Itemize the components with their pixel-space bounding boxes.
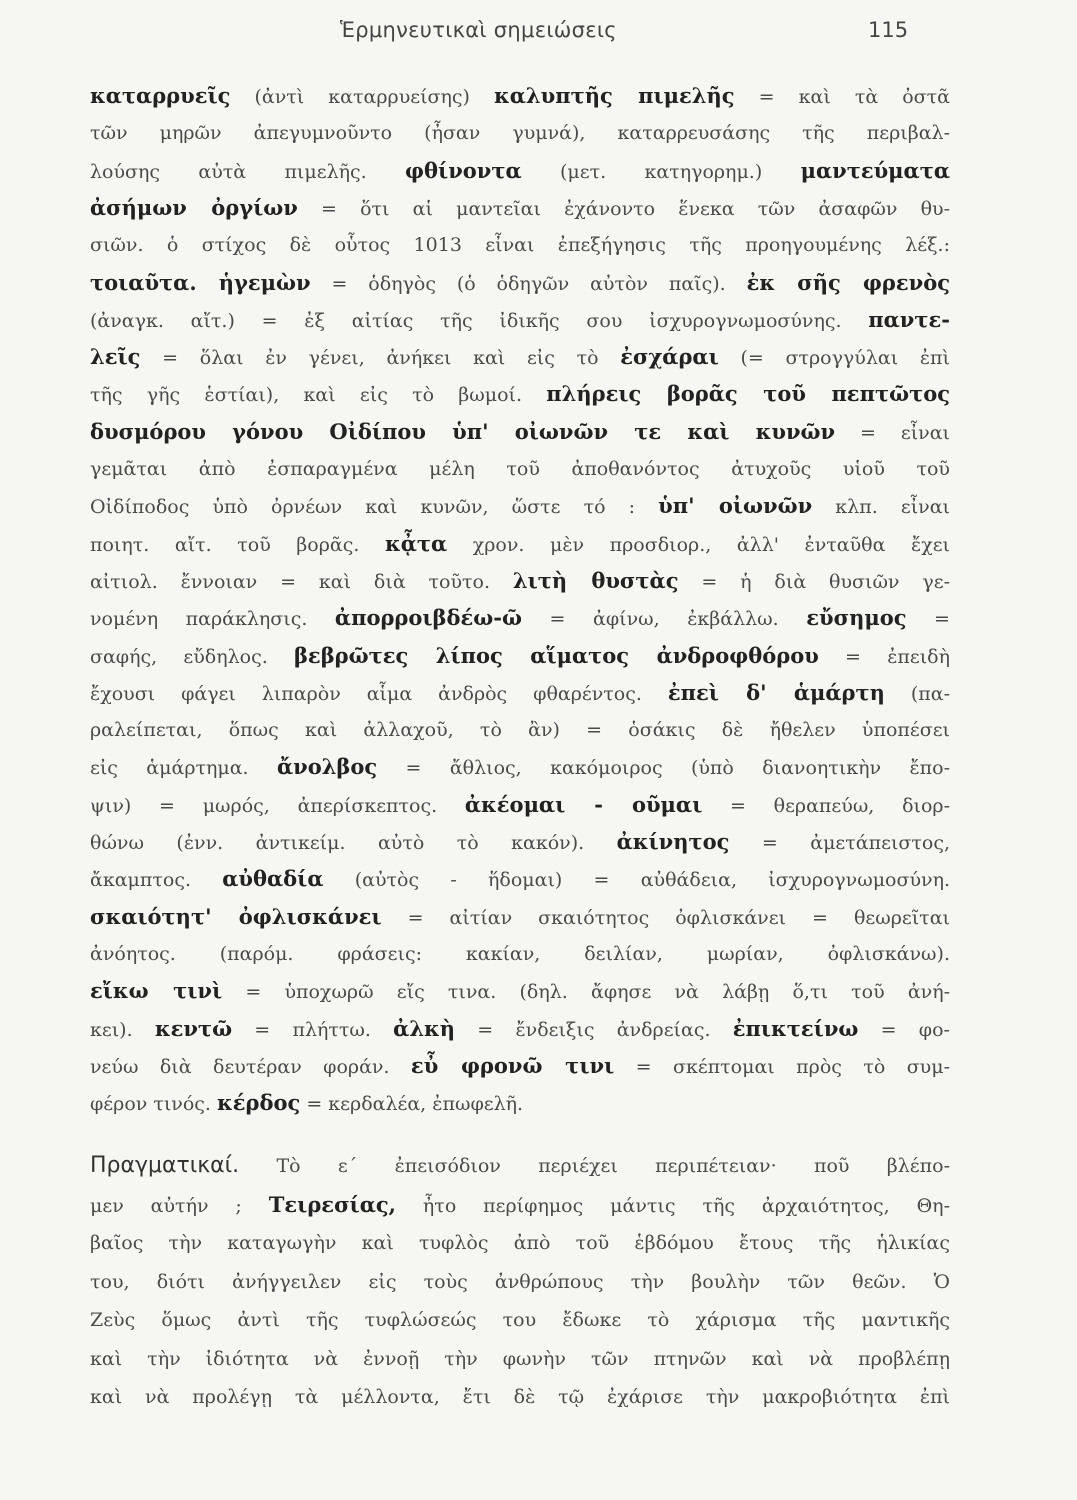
text-line: ποιητ. αἴτ. τοῦ βορᾶς. κᾆτα χρον. μὲν προσδιορ., ἀλλ' ἐνταῦθα ἔχει <box>90 530 950 556</box>
text-line: καταρρυεῖς (ἀντὶ καταρρυείσης) καλυπτῆς πιμελῆς = καὶ τὰ ὀστᾶ <box>90 83 950 108</box>
text-line: ἀνόητος. (παρόμ. φράσεις: κακίαν, δειλίαν, μωρίαν, ὀφλισκάνω). <box>90 942 950 965</box>
text-line: κει). κεντῶ = πλήττω. ἀλκὴ = ἔνδειξις ἀνδρείας. ἐπικτείνω = φο- <box>90 1015 950 1041</box>
text-line: σιῶν. ὁ στίχος δὲ οὗτος 1013 εἶναι ἐπεξήγησις τῆς προηγουμένης λέξ.: <box>90 234 950 257</box>
text-line: τῶν μηρῶν ἀπεγυμνοῦντο (ἦσαν γυμνά), καταρρευσάσης τῆς περιβαλ- <box>90 122 950 145</box>
text-line: σαφής, εὔδηλος. βεβρῶτες λίπος αἵματος ἀνδροφθόρου = ἐπειδὴ <box>90 642 950 668</box>
text-line: γεμᾶται ἀπὸ ἐσπαραγμένα μέλη τοῦ ἀποθανόντος ἀτυχοῦς υἱοῦ τοῦ <box>90 458 950 480</box>
text-line: καὶ τὴν ἰδιότητα νὰ ἐννοῇ τὴν φωνὴν τῶν πτηνῶν καὶ νὰ προβλέπῃ <box>90 1347 950 1370</box>
text-line: ραλείπεται, ὅπως καὶ ἀλλαχοῦ, τὸ ἂν) = ὁσάκις δὲ ἤθελεν ὑποπέσει <box>90 719 950 742</box>
text-line: του, διότι ἀνήγγειλεν εἰς τοὺς ἀνθρώπους τὴν βουλὴν τῶν θεῶν. Ὁ <box>90 1270 950 1293</box>
page-number: 115 <box>868 18 909 42</box>
text-line: καὶ νὰ προλέγῃ τὰ μέλλοντα, ἔτι δὲ τῷ ἐχάρισε τὴν μακροβιότητα ἐπὶ <box>90 1386 950 1408</box>
text-line: φέρον τινός. κέρδος = κερδαλέα, ἐπωφελῆ. <box>90 1090 524 1116</box>
text-line: αἰτιολ. ἔννοιαν = καὶ διὰ τοῦτο. λιτὴ θυστὰς = ἡ διὰ θυσιῶν γε- <box>90 567 950 593</box>
page-header <box>0 18 1077 50</box>
text-line: Οἰδίποδος ὑπὸ ὀρνέων καὶ κυνῶν, ὥστε τό : ὑπ' οἰωνῶν κλπ. εἶναι <box>90 493 950 519</box>
text-line: νομένη παράκλησις. ἀπορροιβδέω-ῶ = ἀφίνω, ἐκβάλλω. εὔσημος = <box>90 605 950 631</box>
text-line: σκαιότητ' ὀφλισκάνει = αἰτίαν σκαιότητος ὀφλισκάνει = θεωρεῖται <box>90 903 950 929</box>
text-line: ψιν) = μωρός, ἀπερίσκεπτος. ἀκέομαι - οῦμαι = θεραπεύω, διορ- <box>90 791 950 817</box>
text-line: Ζεὺς ὅμως ἀντὶ τῆς τυφλώσεώς του ἔδωκε τὸ χάρισμα τῆς μαντικῆς <box>90 1309 950 1331</box>
text-line: εἴκω τινὶ = ὑποχωρῶ εἴς τινα. (δηλ. ἄφησε νὰ λάβῃ ὅ,τι τοῦ ἀνή- <box>90 978 950 1004</box>
text-line: λούσης αὐτὰ πιμελῆς. φθίνοντα (μετ. κατηγορημ.) μαντεύματα <box>90 157 950 183</box>
text-line: νεύω διὰ δευτέραν φοράν. εὖ φρονῶ τινι = σκέπτομαι πρὸς τὸ συμ- <box>90 1052 950 1078</box>
text-line: ἀσήμων ὀργίων = ὅτι αἱ μαντεῖαι ἐχάνοντο ἕνεκα τῶν ἀσαφῶν θυ- <box>90 194 950 220</box>
text-line: τοιαῦτα. ἡγεμὼν = ὁδηγὸς (ὁ ὁδηγῶν αὐτὸν παῖς). ἐκ σῆς φρενὸς <box>90 269 950 295</box>
text-line: (ἀναγκ. αἴτ.) = ἐξ αἰτίας τῆς ἰδικῆς σου ἰσχυρογνωμοσύνης. παντε- <box>90 306 950 332</box>
running-title: Ἑρμηνευτικαὶ σημειώσεις <box>340 18 617 42</box>
text-line: βαῖος τὴν καταγωγὴν καὶ τυφλὸς ἀπὸ τοῦ ἑβδόμου ἔτους τῆς ἡλικίας <box>90 1232 950 1254</box>
text-line: λεῖς = ὅλαι ἐν γένει, ἀνήκει καὶ εἰς τὸ ἐσχάραι (= στρογγύλαι ἐπὶ <box>90 344 950 370</box>
text-line: εἰς ἁμάρτημα. ἄνολβος = ἄθλιος, κακόμοιρος (ὑπὸ διανοητικὴν ἔπο- <box>90 754 950 780</box>
text-line: Πραγματικαί. Τὸ ε΄ ἐπεισόδιον περιέχει περιπέτειαν· ποῦ βλέπο- <box>90 1153 950 1178</box>
text-line: δυσμόρου γόνου Οἰδίπου ὑπ' οἰωνῶν τε καὶ κυνῶν = εἶναι <box>90 418 950 444</box>
text-line: τῆς γῆς ἑστίαι), καὶ εἰς τὸ βωμοί. πλήρεις βορᾶς τοῦ πεπτῶτος <box>90 381 950 407</box>
text-line: ἄκαμπτος. αὐθαδία (αὐτὸς - ἥδομαι) = αὐθάδεια, ἰσχυρογνωμοσύνη. <box>90 866 950 892</box>
text-line: ἔχουσι φάγει λιπαρὸν αἷμα ἀνδρὸς φθαρέντος. ἐπεὶ δ' ἁμάρτη (πα- <box>90 679 950 705</box>
text-line: θώνω (ἐνν. ἀντικείμ. αὐτὸ τὸ κακόν). ἀκίνητος = ἀμετάπειστος, <box>90 829 950 854</box>
text-line: μεν αὐτήν ; Τειρεσίας, ἦτο περίφημος μάντις τῆς ἀρχαιότητος, Θη- <box>90 1191 950 1217</box>
